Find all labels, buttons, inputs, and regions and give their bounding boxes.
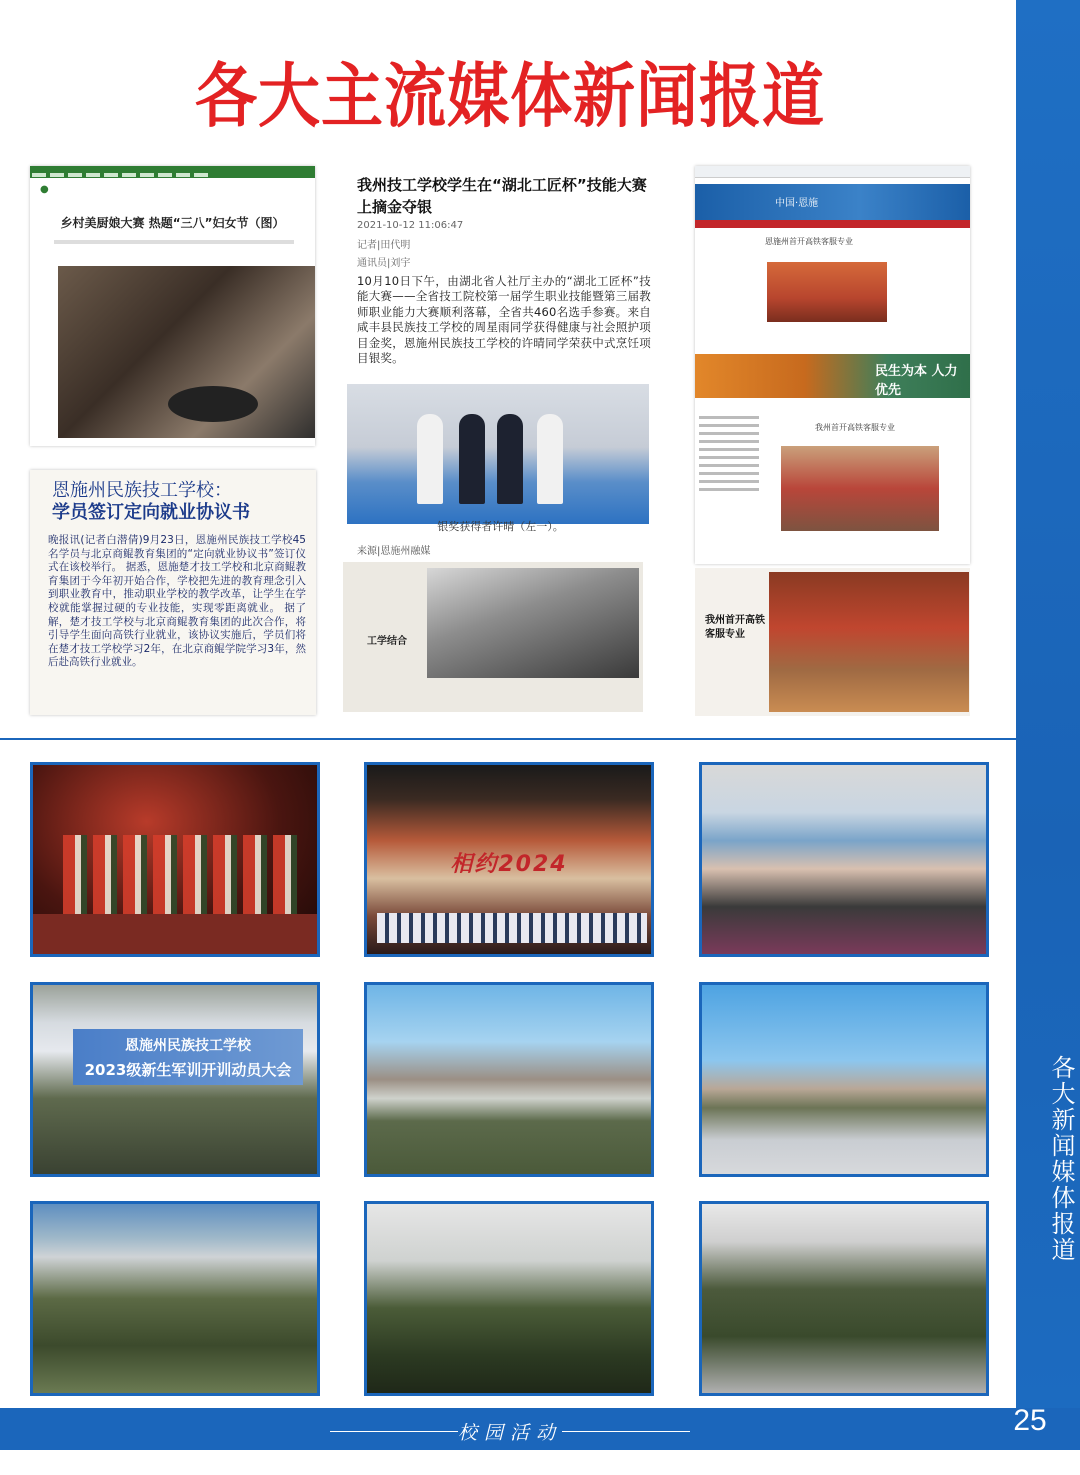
p4-banner-line1: 恩施州民族技工学校 [125,1038,251,1054]
clip2-title [52,480,312,524]
page-number: 25 [1013,1404,1047,1437]
photo-group-exhibition [699,762,989,957]
clip2-title-line2: 学员签订定向就业协议书 [52,502,250,523]
clip3-photo [347,384,649,524]
photo-training-formation [364,982,654,1177]
clip3-correspondent: 通讯员|刘宇 [357,258,411,269]
clip1-meta-line [54,240,294,244]
clip5-heading2: 我州首开高铁客服专业 [815,423,895,432]
clip2-title-line1: 恩施州民族技工学校： [52,480,232,501]
clip5-photo2 [781,446,939,531]
clip3-date: 2021-10-12 11:06:47 [357,220,464,231]
clip5-banner-text: 中国·恩施 [775,198,819,209]
clip6-title: 我州首开高铁客服专业 [705,615,765,640]
clip4-subtitle: 工学结合 [367,636,407,647]
clip3-reporter: 记者|田代明 [357,240,411,251]
footer-title-group [330,1418,690,1444]
clip5-heading1: 恩施州首开高铁客服专业 [765,237,853,246]
page-title: 各大主流媒体新闻报道 [194,55,825,137]
site-logo: ● [40,184,49,195]
photo-training-ranks [699,982,989,1177]
person-figure [417,414,443,504]
clip5-sidebar-lines [699,416,759,496]
clip3-source: 来源|恩施州融媒 [357,546,431,557]
clip3-paragraph: 10月10日下午，由湖北省人社厅主办的“湖北工匠杯”技能大赛——全省技工院校第一届学生职业技能暨第三届教师职业能力大赛顺利落幕，全省共460名选手参赛。来自咸丰县民族技工学校的周星雨同学获得健康与社会照护项目金奖，恩施州民族技工学校的许晴同学荣获中式烹饪项目银奖。 [357,274,651,366]
clip6-photo [769,572,969,712]
clip4-photo [427,568,639,678]
clip5-photo1 [767,262,887,322]
news-clip-print-photo [343,562,643,712]
site-banner [695,184,970,220]
clip1-photo [58,266,315,438]
choir [377,913,647,943]
clip3-caption: 银奖获得者许晴（左一）。 [437,520,564,533]
news-clip-gov-site [695,166,970,564]
browser-bar [695,166,970,178]
clip5-band-text: 民生为本 人力优先 [875,364,958,398]
news-clip-print-page [695,568,970,716]
news-clip-newspaper [30,470,316,715]
footer-line-left [330,1431,458,1432]
clip3-title: 我州技工学校学生在“湖北工匠杯”技能大赛上摘金夺银 [357,176,647,216]
clip1-headline: 乡村美厨娘大赛 热题“三八”妇女节（图） [60,216,285,230]
photo-choir-performance [364,762,654,957]
section-divider [0,738,1016,740]
photo-military-training-ceremony [30,982,320,1177]
footer-title: 校园活动 [458,1422,563,1444]
photo-dance-performance [30,762,320,957]
person-figure [459,414,485,504]
person-figure [497,414,523,504]
side-label: 各大新闻媒体报道 [1047,1055,1075,1263]
dancers [63,835,303,925]
clip2-body: 晚报讯(记者白潜倩)9月23日，恩施州民族技工学校45名学员与北京商鲲教育集团的“定向就业协议书”签订仪式在该校举行。 据悉，恩施楚才技工学校和北京商鲲教育集团于今年初开始合作，学校把先进的教育理念引入到职业教育中，推动职业学校的教学改革，让学生在学校就能掌握过硬的专业技能，实现零距离就业。 据了解，楚才技工学校与北京商鲲教育集团的此次合作，将引导学生面向高铁行业就业，该协议实施后，学员们将在楚才技工学校学习2年，在北京商鲲学院学习3年，然后赴高铁行业就业。 [48,534,306,669]
news-clip-article [343,166,658,561]
p4-banner-line2: 2023级新生军训开训动员大会 [84,1061,292,1079]
photo-students-saluting [30,1201,320,1396]
photo-mortar-display [364,1201,654,1396]
footer-line-right [562,1431,690,1432]
stage [33,914,317,954]
site-nav-bar [30,166,315,178]
photo-students-squatting [699,1201,989,1396]
footer-margin [0,1450,1080,1475]
site-nav [695,220,970,228]
p2-banner-text: 相约2024 [450,852,568,877]
grill-shape [168,386,258,422]
clip5-band [695,354,970,398]
person-figure [537,414,563,504]
news-clip-website [30,166,315,446]
